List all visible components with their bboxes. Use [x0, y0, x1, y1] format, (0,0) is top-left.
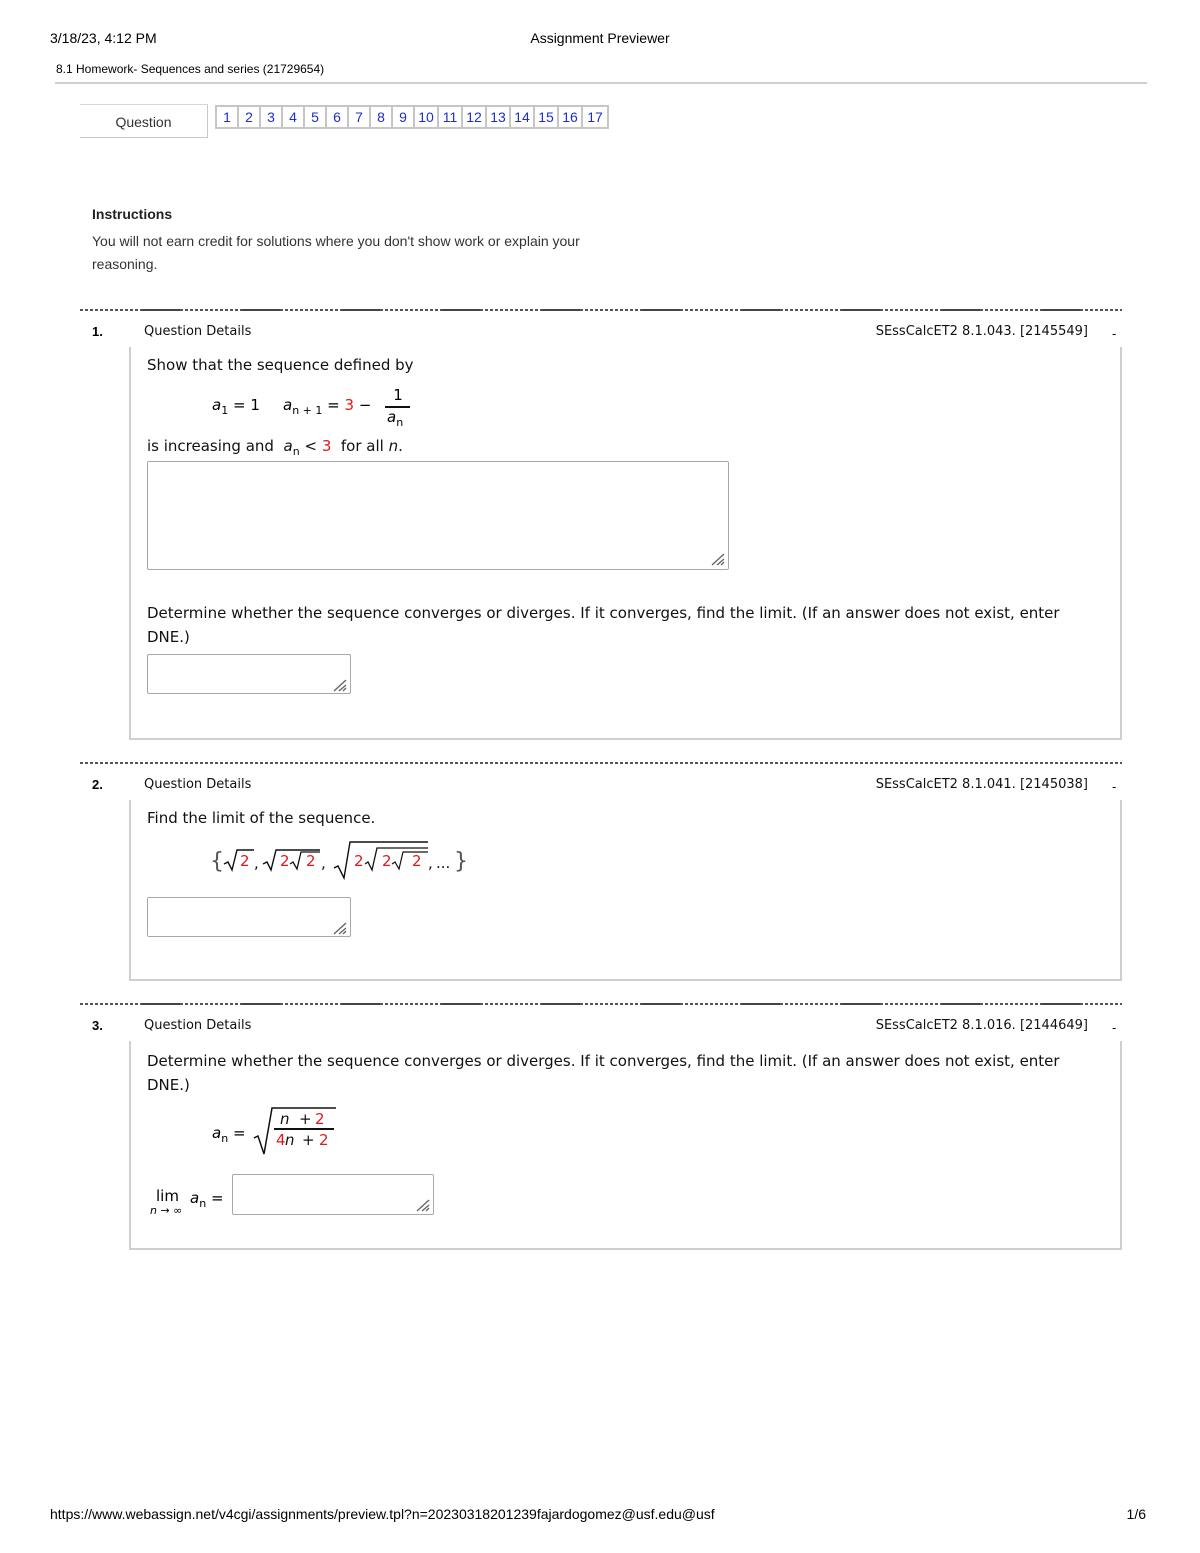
q3-prompt: Determine whether the sequence converges or diverges. If it converges, find the limit. (If an answer does not exist, enter DNE.) [147, 1052, 1060, 1094]
assignment-name: 8.1 Homework- Sequences and series (21729654) [56, 62, 325, 76]
print-page-title: Assignment Previewer [530, 30, 670, 46]
question-separator [80, 762, 1122, 764]
question-number: 2. [92, 777, 103, 792]
q2-limit-input[interactable] [147, 897, 351, 937]
print-datetime: 3/18/23, 4:12 PM [50, 30, 157, 46]
instructions-text: You will not earn credit for solutions where you don't show work or explain your reasoning. [92, 233, 580, 272]
q2-prompt: Find the limit of the sequence. [147, 809, 376, 827]
question-nav-link[interactable]: 5 [305, 107, 327, 127]
question-separator [80, 309, 1122, 311]
q2-comma: , [428, 854, 433, 872]
resize-grip-icon[interactable] [415, 1198, 431, 1212]
resize-grip-icon[interactable] [332, 921, 348, 935]
question-separator [80, 1003, 1122, 1005]
svg-text:{: { [210, 849, 224, 874]
q3-lim-expression: $a_n$ = [190, 1189, 224, 1210]
q3-lim-subscript: n → ∞ [150, 1204, 183, 1217]
q2-comma: , [254, 854, 259, 872]
question-nav-link[interactable]: 8 [371, 107, 393, 127]
question-reference: SEssCalcET2 8.1.041. [2145038] [875, 777, 1088, 792]
q1-fraction-denominator: $a_n$ [387, 408, 404, 429]
question-nav-link[interactable]: 4 [283, 107, 305, 127]
q3-numerator-const: 2 [315, 1110, 325, 1128]
question-details-label: Question Details [144, 324, 252, 339]
question-number: 1. [92, 324, 103, 339]
question-nav-link[interactable]: 12 [463, 107, 487, 127]
q2-sequence-formula [210, 838, 470, 882]
q1-fraction-numerator: 1 [393, 386, 403, 404]
q2-radicand: 2 [306, 852, 316, 870]
question-marker: - [1112, 326, 1117, 341]
question-nav-link[interactable]: 17 [587, 109, 603, 125]
question-marker: - [1112, 1020, 1117, 1035]
question-nav-link[interactable]: 10 [415, 107, 439, 127]
q1-limit-input[interactable] [147, 654, 351, 694]
q2-radicand: 2 [280, 852, 290, 870]
question-nav-link[interactable]: 9 [393, 107, 415, 127]
question-details-label: Question Details [144, 777, 252, 792]
q2-radicand: 2 [354, 852, 364, 870]
question-nav [215, 105, 609, 129]
q1-formula-a1: $a_1 = 1$ [212, 396, 260, 417]
question-nav-link[interactable]: 7 [349, 107, 371, 127]
q1-work-textarea[interactable] [147, 461, 729, 570]
q3-denominator-coef: 4 [276, 1131, 286, 1149]
svg-text:}: } [454, 849, 468, 874]
instructions-heading: Instructions [92, 206, 173, 222]
question-nav-label: Question [80, 104, 208, 138]
question-nav-link[interactable]: 14 [511, 107, 535, 127]
question-nav-link[interactable]: 15 [535, 107, 559, 127]
question-reference: SEssCalcET2 8.1.043. [2145549] [875, 324, 1088, 339]
question-details-label: Question Details [144, 1018, 252, 1033]
print-page-number: 1/6 [1126, 1506, 1146, 1522]
question-marker: - [1112, 779, 1117, 794]
q2-radicand: 2 [412, 852, 422, 870]
q2-comma: , [321, 854, 326, 872]
question-nav-link[interactable]: 3 [261, 107, 283, 127]
resize-grip-icon[interactable] [332, 678, 348, 692]
question-nav-link[interactable]: 6 [327, 107, 349, 127]
print-footer-url: https://www.webassign.net/v4cgi/assignments/preview.tpl?n=20230318201239fajardogomez@usf.edu@usf [50, 1506, 715, 1522]
q2-ellipsis: ... [436, 854, 451, 872]
q3-denominator-const: 2 [319, 1131, 329, 1149]
q3-lim: lim [156, 1187, 179, 1205]
q3-denominator-n: n [285, 1131, 295, 1149]
q1-prompt: Show that the sequence defined by [147, 356, 414, 374]
question-nav-link[interactable]: 16 [559, 107, 583, 127]
header-divider [55, 82, 1147, 84]
q3-numerator-plus: + [299, 1110, 312, 1128]
question-nav-link[interactable]: 13 [487, 107, 511, 127]
q2-radicand: 2 [382, 852, 392, 870]
q1-part2-prompt: Determine whether the sequence converges or diverges. If it converges, find the limit. (If an answer does not exist, enter DNE.) [147, 604, 1060, 646]
q3-sqrt-fraction [252, 1104, 338, 1158]
q1-claim: is increasing and $a_n < 3$ for all n. [147, 437, 403, 458]
q3-formula-lhs: $a_n$ = [212, 1124, 246, 1145]
question-nav-link[interactable]: 2 [239, 107, 261, 127]
q3-numerator-n: n [280, 1110, 290, 1128]
question-nav-link[interactable]: 11 [439, 107, 463, 127]
question-reference: SEssCalcET2 8.1.016. [2144649] [875, 1018, 1088, 1033]
q1-formula-recurrence: $a_{n + 1} = 3$ − [283, 396, 372, 417]
question-nav-link[interactable]: 1 [217, 107, 239, 127]
q3-limit-input[interactable] [232, 1174, 434, 1215]
question-number: 3. [92, 1018, 103, 1033]
q3-denominator-plus: + [302, 1131, 315, 1149]
q2-radicand: 2 [240, 852, 250, 870]
resize-grip-icon[interactable] [710, 552, 726, 566]
